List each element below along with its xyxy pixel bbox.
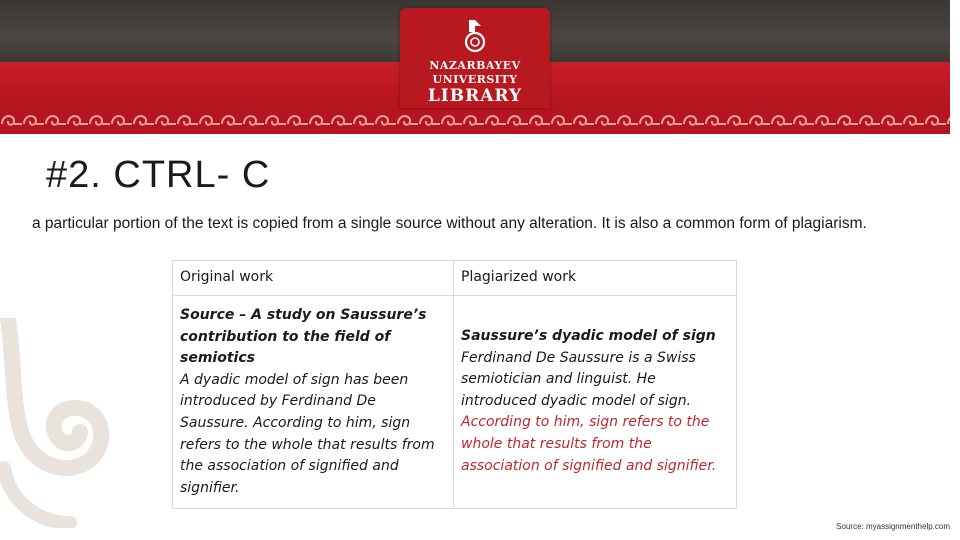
ornament-scroll [772, 116, 792, 125]
ornament-scroll [156, 116, 176, 125]
ornament-scroll [464, 116, 484, 125]
ornament-scroll [266, 116, 286, 125]
original-source-text: A dyadic model of sign has been introduced by Ferdinand De Saussure. According to him, sign refers to the whole that results from the association of signified and signifier. [180, 371, 435, 496]
logo-text-nazarbayev: NAZARBAYEV [429, 59, 521, 72]
ornament-scroll [90, 116, 110, 125]
ornament-scroll [838, 116, 858, 125]
original-work-cell [173, 296, 454, 509]
ornament-scroll [200, 116, 220, 125]
table-header-row [173, 261, 737, 296]
ornament-scroll [728, 116, 748, 125]
ornament-scroll [354, 116, 374, 125]
ornament-scroll [530, 116, 550, 125]
ornament-scroll [794, 116, 814, 125]
ornament-scroll [596, 116, 616, 125]
ornament-scroll [662, 116, 682, 125]
ornament-scroll [618, 116, 638, 125]
ornament-scroll [486, 116, 506, 125]
ornament-scroll [904, 116, 924, 125]
table-row [173, 296, 737, 509]
ornament-scroll [310, 116, 330, 125]
library-logo [400, 8, 550, 108]
university-emblem-icon [460, 18, 490, 54]
slide-body-text: a particular portion of the text is copied from a single source without any alteration. It is also a common form of plagiarism. [32, 215, 867, 232]
ornament-pattern [0, 108, 950, 134]
ornament-scroll [222, 116, 242, 125]
ornament-scroll [816, 116, 836, 125]
ornament-scroll [288, 116, 308, 125]
original-source-title: Source – A study on Saussure’s contribution to the field of semiotics [180, 307, 427, 367]
logo-text-university: UNIVERSITY [432, 73, 518, 86]
ornament-scroll [398, 116, 418, 125]
ornament-scroll [706, 116, 726, 125]
ornament-scroll [684, 116, 704, 125]
source-note: Source: myassignmenthelp.com [836, 522, 950, 531]
plagiarized-title: Saussure’s dyadic model of sign [461, 328, 716, 344]
ornament-scroll [882, 116, 902, 125]
ornament-scroll [332, 116, 352, 125]
ornament-scroll [442, 116, 462, 125]
ornament-scroll [552, 116, 572, 125]
ornament-scroll [574, 116, 594, 125]
ornament-scroll [926, 116, 946, 125]
ornament-border [0, 108, 950, 134]
ornament-scroll [860, 116, 880, 125]
ornament-scroll [750, 116, 770, 125]
ornament-scroll [640, 116, 660, 125]
ornament-scroll [244, 116, 264, 125]
ornament-scroll [178, 116, 198, 125]
logo-text-library: LIBRARY [427, 86, 523, 106]
ornament-scroll [46, 116, 66, 125]
comparison-table [172, 260, 737, 509]
ornament-scroll [24, 116, 44, 125]
ornament-scroll [2, 116, 22, 125]
ornament-scroll [948, 116, 950, 125]
ornament-scroll [112, 116, 132, 125]
copied-text-highlight: According to him, sign refers to the whole that results from the association of signified and signifier. [461, 414, 717, 474]
plagiarized-text: Ferdinand De Saussure is a Swiss semiotician and linguist. He introduced dyadic model of sign. [461, 349, 696, 409]
column-header-original: Original work [173, 261, 454, 296]
ornament-scroll [68, 116, 88, 125]
ornament-scroll [420, 116, 440, 125]
ornament-scroll [376, 116, 396, 125]
decorative-swirl-icon [0, 318, 120, 528]
plagiarized-work-cell [454, 296, 737, 509]
ornament-scroll [508, 116, 528, 125]
ornament-scroll [134, 116, 154, 125]
slide-title: #2. CTRL- C [46, 154, 271, 196]
column-header-plagiarized: Plagiarized work [454, 261, 737, 296]
